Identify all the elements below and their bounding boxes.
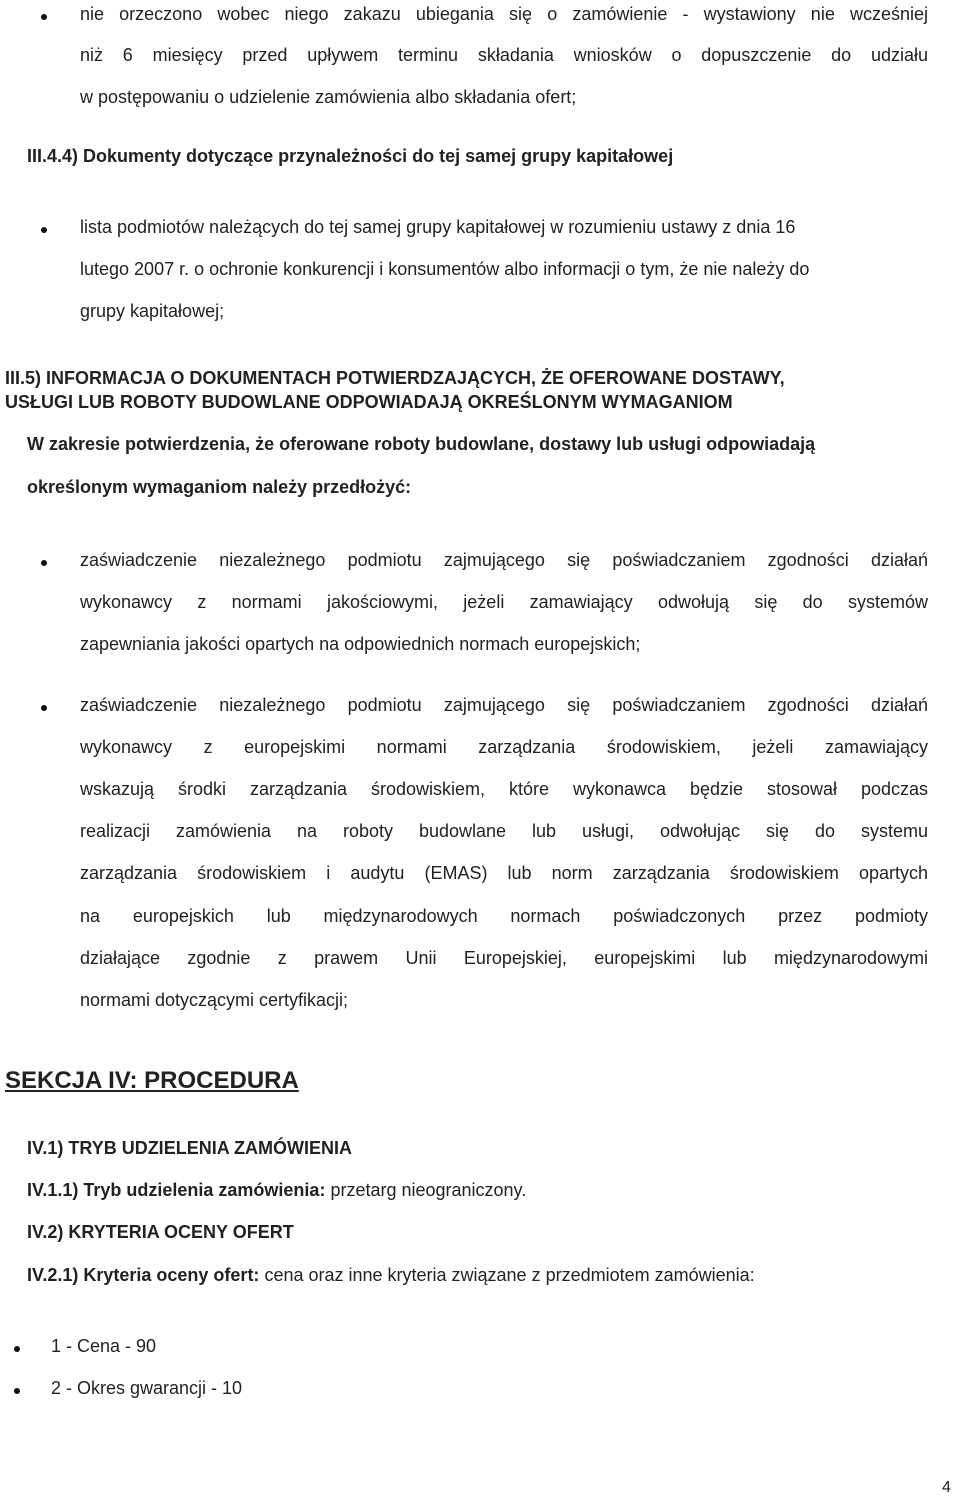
paragraph-line: na europejskich lub międzynarodowych normach poświadczonych przez podmioty xyxy=(80,906,928,926)
paragraph-line: wskazują środki zarządzania środowiskiem, które wykonawca będzie stosował podczas xyxy=(80,779,928,799)
paragraph-line: wykonawcy z normami jakościowymi, jeżeli zamawiający odwołują się do systemów xyxy=(80,592,928,612)
criteria-line xyxy=(27,1264,755,1286)
list-item: 1 - Cena - 90 xyxy=(51,1336,157,1356)
bullet-icon xyxy=(41,560,47,566)
paragraph-line: grupy kapitałowej; xyxy=(80,301,225,321)
page-number: 4 xyxy=(942,1479,951,1496)
procedure-label: IV.1.1) Tryb udzielenia zamówienia: xyxy=(27,1180,326,1200)
section-title: SEKCJA IV: PROCEDURA xyxy=(5,1067,299,1094)
paragraph-line: wykonawcy z europejskimi normami zarządzania środowiskiem, jeżeli zamawiający xyxy=(80,737,928,757)
paragraph-line: w postępowaniu o udzielenie zamówienia albo składania ofert; xyxy=(80,87,577,107)
paragraph-line: realizacji zamówienia na roboty budowlane lub usługi, odwołując się do systemu xyxy=(80,821,928,841)
intro-line: określonym wymaganiom należy przedłożyć: xyxy=(27,477,412,497)
bullet-icon xyxy=(14,1346,20,1352)
bullet-icon xyxy=(41,227,47,233)
subsection-heading: IV.2) KRYTERIA OCENY OFERT xyxy=(27,1222,294,1242)
criteria-label: IV.2.1) Kryteria oceny ofert: xyxy=(27,1265,260,1285)
paragraph-line: nie orzeczono wobec niego zakazu ubiegania się o zamówienie - wystawiony nie wcześniej xyxy=(80,4,928,24)
paragraph-line: lista podmiotów należących do tej samej grupy kapitałowej w rozumieniu ustawy z dnia 16 xyxy=(80,217,796,237)
bullet-icon xyxy=(14,1388,20,1394)
section-heading: III.5) INFORMACJA O DOKUMENTACH POTWIERDZAJĄCYCH, ŻE OFEROWANE DOSTAWY, xyxy=(5,368,785,388)
bullet-icon xyxy=(41,705,47,711)
paragraph-line: zaświadczenie niezależnego podmiotu zajmującego się poświadczaniem zgodności działań xyxy=(80,695,928,715)
paragraph-line: zarządzania środowiskiem i audytu (EMAS) lub norm zarządzania środowiskiem opartych xyxy=(80,863,928,883)
bullet-icon xyxy=(41,14,47,20)
section-heading: III.4.4) Dokumenty dotyczące przynależności do tej samej grupy kapitałowej xyxy=(27,146,674,166)
paragraph-line: zaświadczenie niezależnego podmiotu zajmującego się poświadczaniem zgodności działań xyxy=(80,550,928,570)
list-item: 2 - Okres gwarancji - 10 xyxy=(51,1378,243,1398)
criteria-value: cena oraz inne kryteria związane z przedmiotem zamówienia: xyxy=(259,1265,755,1285)
intro-line: W zakresie potwierdzenia, że oferowane roboty budowlane, dostawy lub usługi odpowiadają xyxy=(27,434,816,454)
paragraph-line: lutego 2007 r. o ochronie konkurencji i konsumentów albo informacji o tym, że nie należy do xyxy=(80,259,810,279)
paragraph-line: normami dotyczącymi certyfikacji; xyxy=(80,990,349,1010)
paragraph-line: niż 6 miesięcy przed upływem terminu składania wniosków o dopuszczenie do udziału xyxy=(80,45,928,65)
paragraph-line: działające zgodnie z prawem Unii Europejskiej, europejskimi lub międzynarodowymi xyxy=(80,948,928,968)
procedure-value: przetarg nieograniczony. xyxy=(325,1180,527,1200)
paragraph-line: zapewniania jakości opartych na odpowiednich normach europejskich; xyxy=(80,634,641,654)
subsection-heading: IV.1) TRYB UDZIELENIA ZAMÓWIENIA xyxy=(27,1138,353,1158)
procedure-line xyxy=(27,1179,526,1201)
section-heading: USŁUGI LUB ROBOTY BUDOWLANE ODPOWIADAJĄ OKREŚLONYM WYMAGANIOM xyxy=(5,392,733,412)
